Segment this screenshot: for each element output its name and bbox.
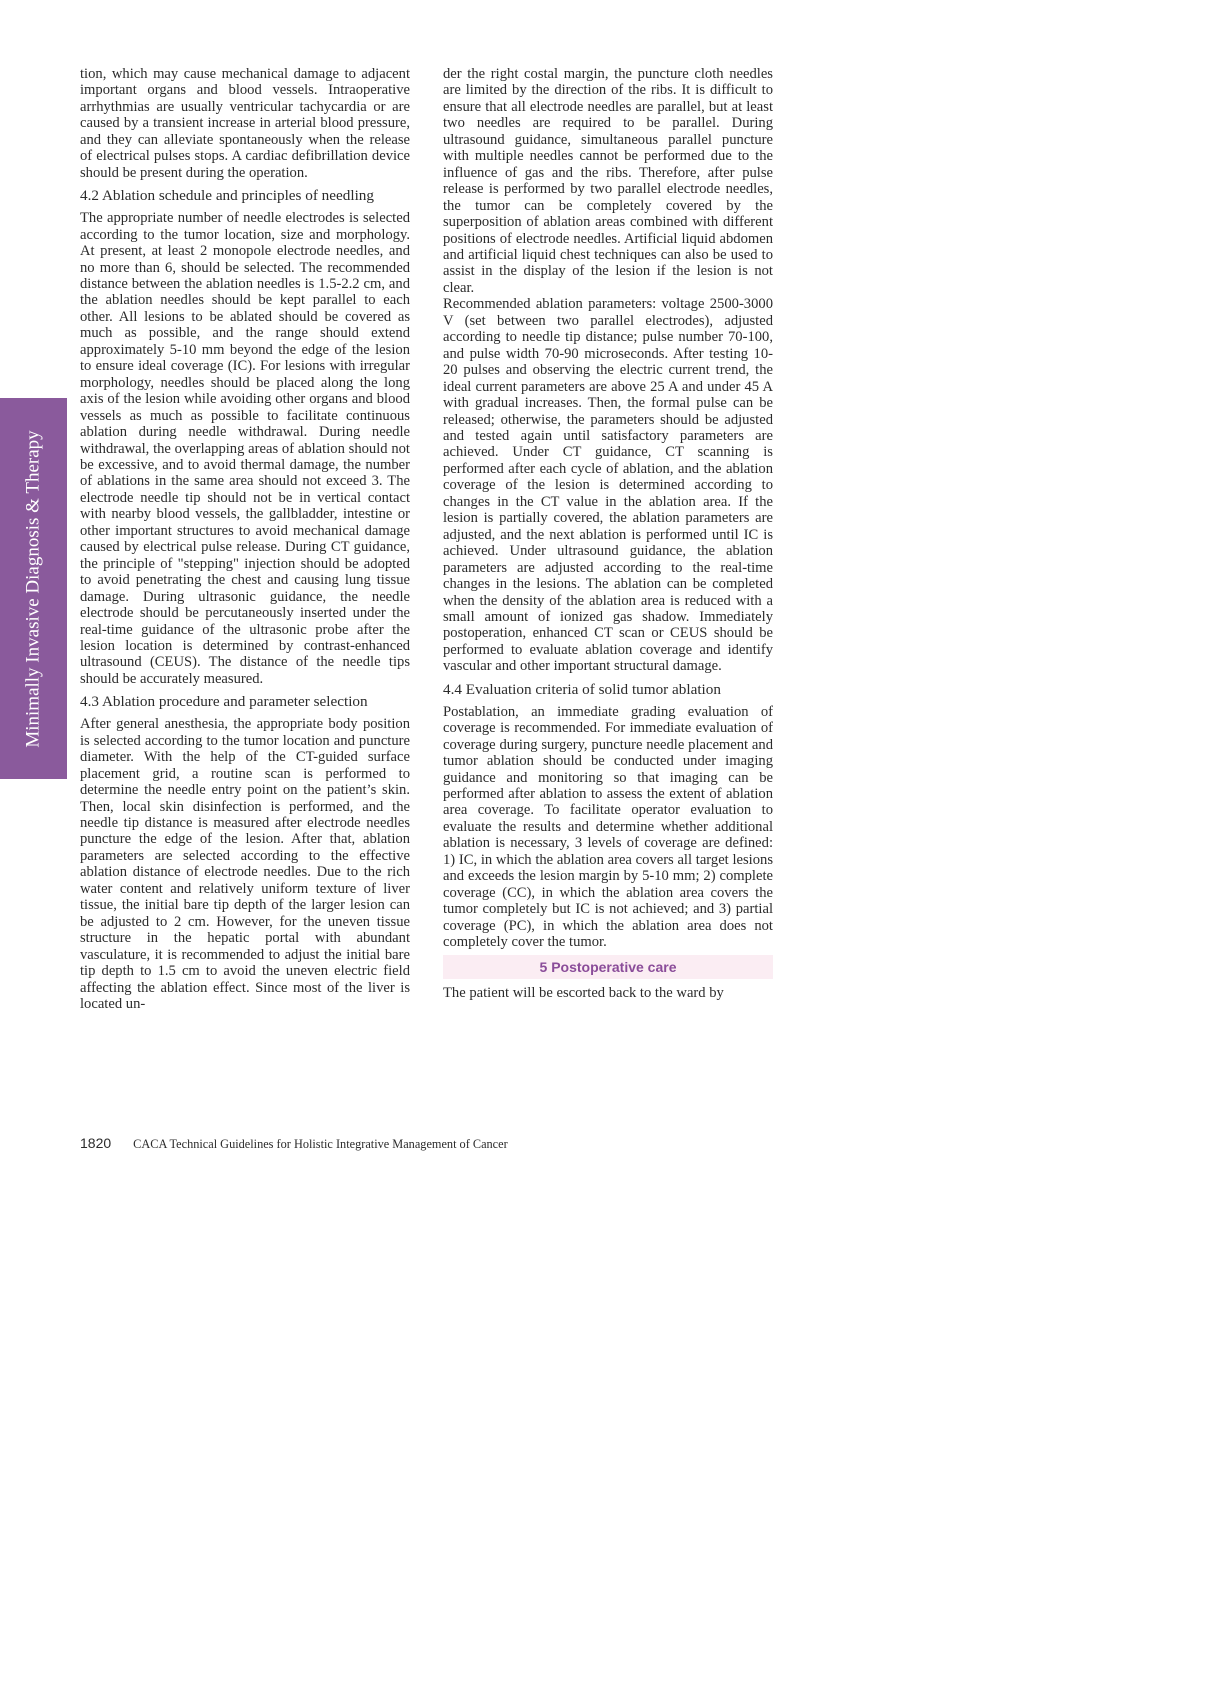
page-number: 1820 bbox=[80, 1135, 112, 1151]
side-tab-label: Minimally Invasive Diagnosis & Therapy bbox=[22, 429, 44, 748]
paragraph: Recommended ablation parameters: voltage 2500-3000 V (set between two parallel electrodes), adjusted according to needle tip distance; pulse number 70-100, and pulse width 70-90 microseconds. After testing 10-20 pulses and observing the electric current trend, the ideal current parameters are above 25 A and under 45 A with gradual increases. Then, the formal pulse can be released; otherwise, the parameters should be adjusted and tested again until satisfactory parameters are achieved. Under CT guidance, CT scanning is performed after each cycle of ablation, and the ablation coverage of the lesion is determined according to changes in the CT value in the ablation area. If the lesion is partially covered, the ablation parameters are adjusted, and the next ablation is performed until IC is achieved. Under ultrasound guidance, the ablation parameters are adjusted according to the real-time changes in the lesions. The ablation can be completed when the density of the ablation area is reduced with a small amount of ionized gas shadow. Immediately postoperation, enhanced CT scan or CEUS should be performed to evaluate ablation coverage and identify vascular and other important structural damage. bbox=[443, 296, 773, 675]
subsection-heading: 4.4 Evaluation criteria of solid tumor ablation bbox=[443, 680, 721, 698]
subsection-heading: 4.3 Ablation procedure and parameter selection bbox=[80, 693, 368, 711]
page-footer bbox=[80, 1135, 508, 1152]
paragraph: tion, which may cause mechanical damage to adjacent important organs and blood vessels. Intraoperative arrhythmias are usually ventricular tachycardia or are caused by a transient increase in arterial blood pressure, and they can alleviate spontaneously when the release of electrical pulses stops. A cardiac defibrillation device should be present during the operation. bbox=[80, 66, 410, 181]
section-side-tab bbox=[0, 398, 67, 779]
left-column bbox=[80, 66, 410, 1012]
right-column bbox=[443, 66, 773, 1001]
paragraph: After general anesthesia, the appropriate body position is selected according to the tumor location and puncture diameter. With the help of the CT-guided surface placement grid, a routine scan is performed to determine the needle entry point on the patient’s skin. Then, local skin disinfection is performed, and the needle tip distance is measured after electrode needles puncture the edge of the lesion. After that, ablation parameters are selected according to the effective ablation distance of electrode needles. Due to the rich water content and relatively uniform texture of liver tissue, the initial bare tip depth of the larger lesion can be adjusted to 2 cm. However, for the uneven tissue structure in the hepatic portal with abundant vasculature, it is recommended to adjust the initial bare tip depth to 1.5 cm to avoid the uneven electric field affecting the ablation effect. Since most of the liver is located un- bbox=[80, 716, 410, 1013]
paragraph: The patient will be escorted back to the ward by bbox=[443, 984, 724, 1001]
section-heading: 5 Postoperative care bbox=[443, 955, 773, 979]
journal-title: CACA Technical Guidelines for Holistic Integrative Management of Cancer bbox=[133, 1137, 508, 1151]
paragraph: der the right costal margin, the puncture cloth needles are limited by the direction of the ribs. It is difficult to ensure that all electrode needles are parallel, but at least two needles are required to be parallel. During ultrasound guidance, simultaneous parallel puncture with multiple needles cannot be performed due to the influence of gas and the ribs. Therefore, after pulse release is performed by two parallel electrode needles, the tumor can be completely covered by the superposition of ablation areas combined with different positions of electrode needles. Artificial liquid abdomen and artificial liquid chest techniques can also be used to assist in the display of the lesion if the lesion is not clear. bbox=[443, 66, 773, 296]
paragraph: Postablation, an immediate grading evaluation of coverage is recommended. For immediate evaluation of coverage during surgery, puncture needle placement and tumor ablation should be conducted under imaging guidance and monitoring so that imaging can be performed after ablation to assess the extent of ablation area coverage. To facilitate operator evaluation to evaluate the results and determine whether additional ablation is necessary, 3 levels of coverage are defined: 1) IC, in which the ablation area covers all target lesions and exceeds the lesion margin by 5-10 mm; 2) complete coverage (CC), in which the ablation area covers the tumor completely but IC is not achieved; and 3) partial coverage (PC), in which the ablation area does not completely cover the tumor. bbox=[443, 703, 773, 951]
subsection-heading: 4.2 Ablation schedule and principles of needling bbox=[80, 187, 374, 205]
paragraph: The appropriate number of needle electrodes is selected according to the tumor location, size and morphology. At present, at least 2 monopole electrode needles, and no more than 6, should be selected. The recommended distance between the ablation needles is 1.5-2.2 cm, and the ablation needles should be kept parallel to each other. All lesions to be ablated should be covered as much as possible, and the range should extend approximately 5-10 mm beyond the edge of the lesion to ensure ideal coverage (IC). For lesions with irregular morphology, needles should be placed along the long axis of the lesion while avoiding other organs and blood vessels as much as possible to facilitate continuous ablation during needle withdrawal. During needle withdrawal, the overlapping areas of ablation should not be excessive, and to avoid thermal damage, the number of ablations in the same area should not exceed 3. The electrode needle tip should not be in vertical contact with nearby blood vessels, the gallbladder, intestine or other important structures to avoid mechanical damage caused by electrical pulse release. During CT guidance, the principle of "stepping" injection should be adopted to avoid penetrating the chest and causing lung tissue damage. During ultrasonic guidance, the needle electrode should be percutaneously inserted under the real-time guidance of the ultrasonic probe after the lesion location is determined by contrast-enhanced ultrasound (CEUS). The distance of the needle tips should be accurately measured. bbox=[80, 210, 410, 687]
